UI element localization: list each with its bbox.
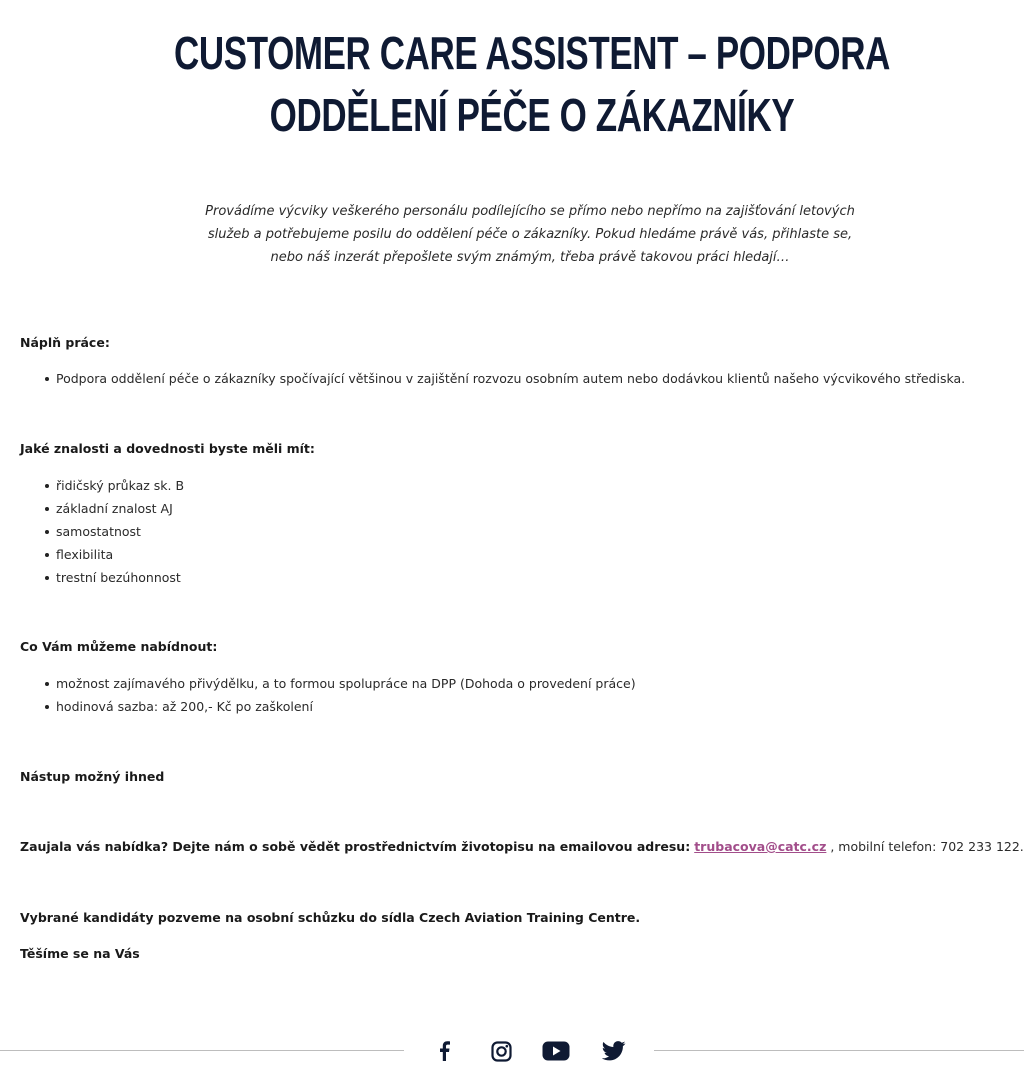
list-item: základní znalost AJ (42, 497, 184, 520)
footer-divider-left (0, 1050, 404, 1051)
twitter-icon[interactable] (600, 1037, 628, 1065)
intro-paragraph: Provádíme výcviky veškerého personálu podílejícího se přímo nebo nepřímo na zajišťování letových služeb a potřebujeme posilu do oddělení péče o zákazníky. Pokud hledáme právě vás, přihlaste se, nebo náš inzerát přepošlete svým známým, třeba právě takovou práci hledají… (205, 204, 855, 265)
footer (0, 1032, 1024, 1068)
list-item: samostatnost (42, 520, 184, 543)
footer-divider-right (654, 1050, 1024, 1051)
contact-line (20, 838, 1024, 856)
list-item: trestní bezúhonnost (42, 566, 184, 589)
youtube-icon[interactable] (542, 1037, 570, 1065)
page-title: CUSTOMER CARE ASSISTENT – PODPORA ODDĚLENÍ PÉČE O ZÁKAZNÍKY (174, 27, 890, 141)
list-item: možnost zajímavého přivýdělku, a to formou spolupráce na DPP (Dohoda o provedení práce) (42, 672, 636, 695)
list-item: Podpora oddělení péče o zákazníky spočívající většinou v zajištění rozvozu osobním autem nebo dodávkou klientů našeho výcvikového střediska. (42, 367, 965, 390)
list-item: řidičský průkaz sk. B (42, 474, 184, 497)
closing-note: Těšíme se na Vás (20, 946, 140, 961)
offer-list (42, 672, 636, 718)
facebook-icon[interactable] (430, 1037, 458, 1065)
instagram-icon[interactable] (487, 1037, 515, 1065)
job-list (42, 367, 965, 390)
job-heading: Náplň práce: (20, 335, 110, 350)
phone-text: , mobilní telefon: 702 233 122. (826, 839, 1024, 854)
list-item: flexibilita (42, 543, 184, 566)
email-link[interactable]: trubacova@catc.cz (694, 839, 827, 854)
invite-note: Vybrané kandidáty pozveme na osobní schůzku do sídla Czech Aviation Training Centre. (20, 910, 641, 925)
offer-heading: Co Vám můžeme nabídnout: (20, 639, 218, 654)
start-note: Nástup možný ihned (20, 769, 165, 784)
skills-list (42, 474, 184, 589)
skills-heading: Jaké znalosti a dovednosti byste měli mít: (20, 441, 315, 456)
list-item: hodinová sazba: až 200,- Kč po zaškolení (42, 695, 636, 718)
contact-lead: Zaujala vás nabídka? Dejte nám o sobě vědět prostřednictvím životopisu na emailovou adresu: (20, 839, 691, 854)
